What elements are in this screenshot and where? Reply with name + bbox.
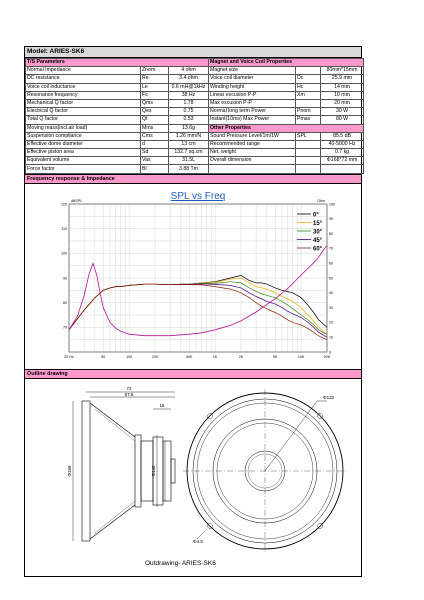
param-label: Effective dome diameter <box>26 140 141 148</box>
param-value: 3.88 Tm <box>169 165 209 173</box>
param-symbol: Qes <box>141 108 169 116</box>
param-symbol <box>296 67 321 75</box>
y-left-tick-label: 70 <box>63 325 67 330</box>
param-label: Sound Pressure Level/1m/1W <box>209 132 296 140</box>
param-label: Effective piston area <box>26 149 141 157</box>
param-value: Φ168*72 mm <box>321 157 364 165</box>
dim-magnet-height: 15 <box>159 402 165 408</box>
param-value: 132.7 sq.cm <box>169 149 209 157</box>
legend-label-1: 15° <box>313 220 323 227</box>
param-value: 1.78 <box>169 99 209 107</box>
param-symbol: SPL <box>296 132 321 140</box>
spec-table <box>25 58 364 174</box>
x-tick-label: 5K <box>273 354 278 359</box>
param-label: Max excusion P-P <box>209 99 296 107</box>
model-title: Model: ARIES-SK6 <box>25 47 361 58</box>
param-label: Resonance frequency <box>26 91 141 99</box>
param-symbol: Qms <box>141 99 169 107</box>
param-label: Voice coil inductance <box>26 83 141 91</box>
frequency-response-header: Frequency response & Impedance <box>25 174 361 184</box>
y-left-tick-label: 90 <box>63 275 67 280</box>
param-value: 3.4 ohm <box>169 75 209 83</box>
param-symbol <box>296 99 321 107</box>
dim-overall-depth: 72 <box>126 385 132 391</box>
y-right-tick-label: 100 <box>329 201 335 206</box>
param-label: Normal Impedance <box>26 67 141 75</box>
dim-outer-diameter-side: Φ168 <box>67 465 72 477</box>
param-symbol: Fs <box>141 91 169 99</box>
param-symbol: Pnom <box>296 108 321 116</box>
right-section-header: Magnet and Voice Coil Properties <box>209 59 364 67</box>
param-label: Normal long term Power <box>209 108 296 116</box>
param-symbol <box>296 149 321 157</box>
x-tick-label: 20K <box>323 354 331 359</box>
spec-row <box>26 132 364 140</box>
spec-row <box>26 99 364 107</box>
x-tick-label: 100 <box>126 354 133 359</box>
y-right-tick-label: 90 <box>329 216 333 221</box>
y-right-tick-label: 20 <box>329 320 333 325</box>
param-label: Voice coil diameter <box>209 75 296 83</box>
y-right-tick-label: 10 <box>329 335 333 340</box>
param-symbol: Qt <box>141 116 169 124</box>
param-value: 13.6g <box>169 124 209 132</box>
spec-row <box>26 67 364 75</box>
y-right-tick-label: 70 <box>329 246 333 251</box>
y-right-tick-label: 0 <box>329 349 331 354</box>
dim-cutout-diameter: Φ148 <box>151 465 156 477</box>
spec-row <box>26 75 364 83</box>
speaker-front-view <box>183 389 347 553</box>
spec-row <box>26 157 364 165</box>
param-value: 0.53 <box>169 116 209 124</box>
param-label: Electrical Q factor <box>26 108 141 116</box>
y-left-tick-label: 100 <box>61 251 67 256</box>
y-left-tick-label: 110 <box>61 226 67 231</box>
outline-drawing <box>25 379 361 576</box>
param-value: 31.5L <box>169 157 209 165</box>
param-symbol: Hc <box>296 83 321 91</box>
param-value: 38 Hz <box>169 91 209 99</box>
spec-row <box>26 91 364 99</box>
param-value: 0.6 mH@1kHz <box>169 83 209 91</box>
legend-label-4: 60° <box>313 246 323 253</box>
param-value: 40-5000 Hz <box>321 140 364 148</box>
x-tick-label: 50 <box>101 354 106 359</box>
spec-row <box>26 165 364 173</box>
y-right-tick-label: 60 <box>329 261 333 266</box>
y-left-tick-label: 120 <box>61 201 67 206</box>
spec-row <box>26 108 364 116</box>
legend-label-2: 30° <box>313 229 323 236</box>
spec-sheet <box>24 46 362 577</box>
param-symbol: d <box>141 140 169 148</box>
left-section-header: T/S Parameters <box>26 59 209 67</box>
spec-row <box>26 124 364 132</box>
param-label: Mechanical Q factor <box>26 99 141 107</box>
param-value: 13 cm <box>169 140 209 148</box>
param-label: Overall dimension <box>209 157 296 165</box>
param-label: Equivalent volume <box>26 157 141 165</box>
x-tick-label: 500 <box>186 354 193 359</box>
param-symbol: Le <box>141 83 169 91</box>
y-right-tick-label: 50 <box>329 275 333 280</box>
outline-caption: Outdrawing- ARIES-SK6 <box>145 559 216 567</box>
param-label: Recommended range <box>209 140 296 148</box>
param-label: Instant(10ms) Max Power <box>209 116 296 124</box>
param-value: 10 mm <box>321 91 364 99</box>
param-value: 4 ohm <box>169 67 209 75</box>
param-label: Winding height <box>209 83 296 91</box>
param-value: 14 mm <box>321 83 364 91</box>
param-value: 1.26 mm/N <box>169 132 209 140</box>
param-symbol: Mms <box>141 124 169 132</box>
param-symbol: Dc <box>296 75 321 83</box>
y-left-axis-label: dBSPL <box>71 198 83 203</box>
x-tick-label: 20 Hz <box>64 354 74 359</box>
dim-bolt-circle: Φ4.5 <box>193 538 203 544</box>
y-right-tick-label: 30 <box>329 305 333 310</box>
param-symbol: Cms <box>141 132 169 140</box>
legend-label-0: 0° <box>313 212 319 219</box>
spec-row <box>26 140 364 148</box>
param-label: Total Q factor <box>26 116 141 124</box>
param-symbol: Pmax <box>296 116 321 124</box>
param-symbol: Xm <box>296 91 321 99</box>
frequency-response-chart <box>25 184 361 369</box>
chart-title: SPL vs Freq <box>170 190 226 202</box>
y-left-tick-label: 80 <box>63 300 67 305</box>
param-symbol: Vas <box>141 157 169 165</box>
dim-outer-diameter: Φ132 <box>323 394 335 400</box>
spec-row <box>26 83 364 91</box>
param-symbol <box>296 157 321 165</box>
chart-svg <box>25 184 361 369</box>
param-label: Magnet size <box>209 67 296 75</box>
param-value: 0.75 <box>169 108 209 116</box>
spec-row <box>26 149 364 157</box>
right-section-header: Other Properties <box>209 124 364 132</box>
param-symbol: Re <box>141 75 169 83</box>
spec-row <box>26 59 364 67</box>
y-right-tick-label: 80 <box>329 231 333 236</box>
param-symbol: Znom <box>141 67 169 75</box>
x-tick-label: 10K <box>297 354 305 359</box>
param-value: 80mm*15mm <box>321 67 364 75</box>
param-value: 85.5 dB <box>321 132 364 140</box>
param-value: 80 W <box>321 116 364 124</box>
y-right-tick-label: 40 <box>329 290 333 295</box>
param-label: Force factor <box>26 165 141 173</box>
y-right-axis-label: Ohm <box>317 198 325 203</box>
legend-label-3: 45° <box>313 237 323 244</box>
outline-drawing-header: Outline drawing <box>25 369 361 379</box>
param-value: 30 W <box>321 108 364 116</box>
param-value: 25.9 mm <box>321 75 364 83</box>
param-label: Linear excusion P-P <box>209 91 296 99</box>
param-symbol: Sd <box>141 149 169 157</box>
x-tick-label: 2K <box>238 354 244 359</box>
speaker-side-view <box>73 392 175 541</box>
param-label: Suspension compliance <box>26 132 141 140</box>
x-tick-label: 1K <box>212 354 218 359</box>
spec-row <box>26 116 364 124</box>
param-label: Net. weight <box>209 149 296 157</box>
param-label: DC resistance <box>26 75 141 83</box>
param-label: Moving mass(incl.air load) <box>26 124 141 132</box>
param-symbol <box>296 140 321 148</box>
param-value: 0.7 kg <box>321 149 364 157</box>
param-value: 20 mm <box>321 99 364 107</box>
outline-svg <box>25 379 361 576</box>
x-tick-label: 200 <box>152 354 158 359</box>
dim-mount-depth: 67.5 <box>124 391 134 397</box>
param-symbol: Bl <box>141 165 169 173</box>
